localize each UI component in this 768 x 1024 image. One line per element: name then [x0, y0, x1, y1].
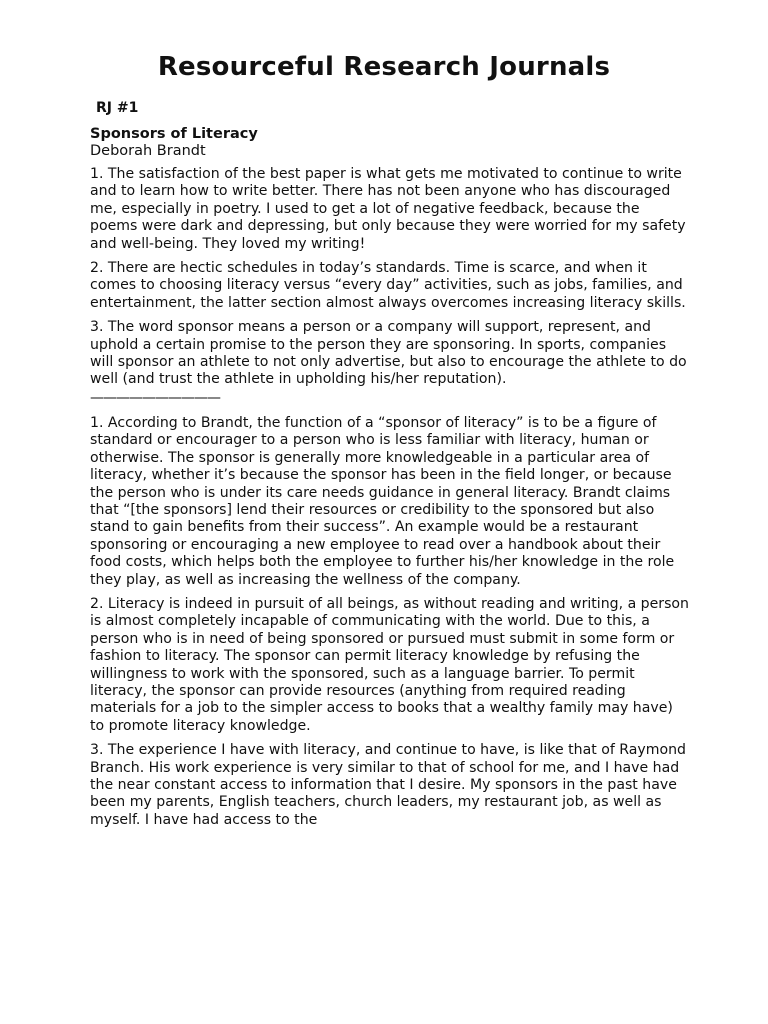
document-title: Resourceful Research Journals	[157, 52, 611, 82]
part2-paragraph-1: 1. According to Brandt, the function of a “sponsor of literacy” is to be a figure of standard or encourager to a person who is less familiar with literacy, human or otherwise. The sponsor is generally more knowledgeable in a particular area of literacy, whether it’s because the sponsor has been in the field longer, or because the person who is under its care needs guidance in general literacy. Brandt claims that “[the sponsors] lend their resources or credibility to the sponsored but also stand to gain benefits from their success”. An example would be a restaurant sponsoring or encouraging a new employee to read over a handbook about their food costs, which helps both the employee to further his/her knowledge in the role they play, as well as increasing the wellness of the company.	[90, 414, 675, 588]
document-page	[90, 52, 690, 836]
section-divider: ——————————	[90, 389, 220, 406]
part2-paragraph-2: 2. Literacy is indeed in pursuit of all beings, as without reading and writing, a person is almost completely incapable of communicating with the world. Due to this, a person who is in need of being sponsored or pursued must submit in some form or fashion to literacy. The sponsor can permit literacy knowledge by refusing the willingness to work with the sponsored, such as a language barrier. To permit literacy, the sponsor can provide resources (anything from required reading materials for a job to the simpler access to books that a wealthy family may have) to promote literacy knowledge.	[90, 595, 689, 734]
author-name: Deborah Brandt	[90, 143, 206, 159]
journal-label: RJ #1	[96, 100, 139, 116]
part2-paragraph-3: 3. The experience I have with literacy, and continue to have, is like that of Raymond Branch. His work experience is very similar to that of school for me, and I have had the near constant access to information that I desire. My sponsors in the past have been my parents, English teachers, church leaders, my restaurant job, as well as myself. I have had access to the	[90, 742, 686, 828]
part1-paragraph-2: 2. There are hectic schedules in today’s standards. Time is scarce, and when it comes to choosing literacy versus “every day” activities, such as jobs, families, and entertainment, the latter section almost always overcomes increasing literacy skills.	[90, 260, 686, 311]
part1-paragraph-3: 3. The word sponsor means a person or a company will support, represent, and uphold a certain promise to the person they are sponsoring. In sports, companies will sponsor an athlete to not only advertise, but also to encourage the athlete to do well (and trust the athlete in upholding his/her reputation).	[90, 319, 687, 388]
part1-paragraph-1: 1. The satisfaction of the best paper is what gets me motivated to continue to write and to learn how to write better. There has not been anyone who has discouraged me, especially in poetry. I used to get a lot of negative feedback, because the poems were dark and depressing, but only because they were worried for my safety and well-being. They loved my writing!	[90, 166, 686, 252]
section-title: Sponsors of Literacy	[90, 126, 258, 142]
